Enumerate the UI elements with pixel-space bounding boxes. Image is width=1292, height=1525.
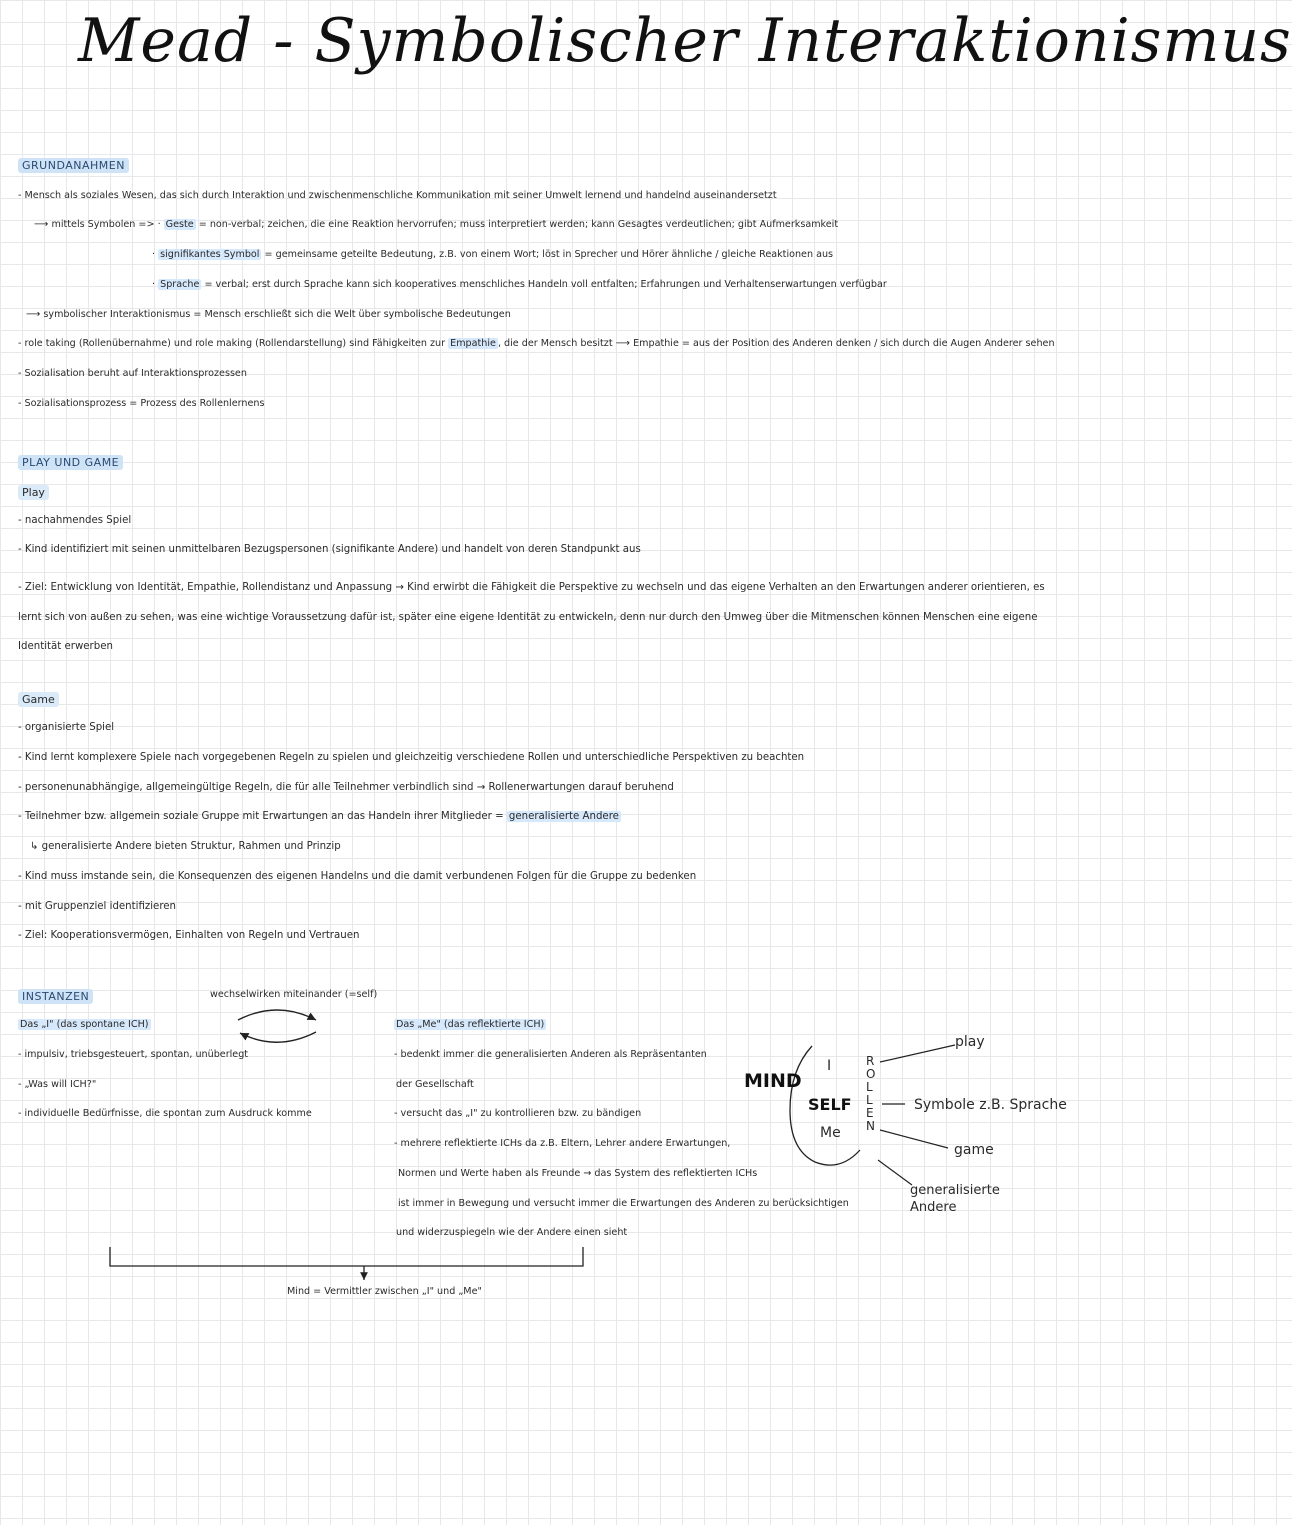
game-line-8: - Ziel: Kooperationsvermögen, Einhalten von Regeln und Vertrauen xyxy=(18,930,360,941)
i-line-3: - individuelle Bedürfnisse, die spontan zum Ausdruck komme xyxy=(18,1108,312,1119)
me-line-3d: und widerzuspiegeln wie der Andere einen sieht xyxy=(396,1227,628,1238)
term-sprache: Sprache xyxy=(160,279,200,290)
me-line-1: - bedenkt immer die generalisierten Anderen als Repräsentanten xyxy=(394,1049,707,1060)
subheader-game: Game xyxy=(18,692,59,707)
bracket-line xyxy=(110,1247,583,1266)
rollen-letter: E xyxy=(866,1106,874,1120)
i-title: Das „I" (das spontane ICH) xyxy=(20,1019,149,1030)
symbole-label: Symbole z.B. Sprache xyxy=(914,1097,1067,1113)
exchange-arrow-top xyxy=(238,1010,316,1020)
me-line-3c: ist immer in Bewegung und versucht immer die Erwartungen des Anderen zu berücksichtigen xyxy=(398,1198,849,1209)
arrow-right-icon: ⟶ xyxy=(26,309,41,320)
grund-line-2: ⟶ mittels Symbolen => · Geste = non-verbal; zeichen, die eine Reaktion hervorrufen; muss interpretiert werden; kann Gesagtes verdeutlichen; gibt Aufmerksamkeit xyxy=(34,219,839,230)
term-empathie: Empathie xyxy=(450,338,496,349)
grund-line-2-post: = non-verbal; zeichen, die eine Reaktion hervorrufen; muss interpretiert werden; kann Gesagtes verdeutlichen; gibt Aufmerksamkeit xyxy=(198,219,839,230)
game-label: game xyxy=(954,1142,994,1158)
arrow-right-icon: ⟶ xyxy=(615,338,631,349)
line-to-game xyxy=(880,1130,948,1148)
rollen-vertical-label xyxy=(866,1055,875,1133)
game-line-2: - Kind lernt komplexere Spiele nach vorgegebenen Regeln zu spielen und gleichzeitig verschiedene Rollen und unterschiedliche Perspektiven zu beachten xyxy=(18,752,805,763)
game-line-6: - Kind muss imstande sein, die Konsequenzen des eigenen Handelns und die damit verbundenen Folgen für die Gruppe zu bedenken xyxy=(18,871,697,882)
play-line-2: - Kind identifiziert mit seinen unmittelbaren Bezugspersonen (signifikante Andere) und handelt von deren Standpunkt aus xyxy=(18,544,641,555)
me-line-2: - versucht das „I" zu kontrollieren bzw. zu bändigen xyxy=(394,1108,642,1119)
term-signifikantes-symbol: signifikantes Symbol xyxy=(160,249,260,260)
term-generalisierte-andere: generalisierte Andere xyxy=(508,811,619,822)
term-geste: Geste xyxy=(165,219,194,230)
me-label: Me xyxy=(820,1125,841,1141)
game-line-1: - organisierte Spiel xyxy=(18,722,115,733)
wechselwirkung-label: wechselwirken miteinander (=self) xyxy=(210,989,378,1000)
grund-line-1: - Mensch als soziales Wesen, das sich durch Interaktion und zwischenmenschliche Kommunikation mit seiner Umwelt lernend und handelnd auseinandersetzt xyxy=(18,190,777,201)
play-label: play xyxy=(955,1034,985,1050)
subheader-play: Play xyxy=(18,485,49,500)
me-title: Das „Me" (das reflektierte ICH) xyxy=(396,1019,545,1030)
grund-line-4: · Sprache = verbal; erst durch Sprache kann sich kooperatives menschliches Handeln voll entfalten; Erfahrungen und Verhaltenserwartungen verfügbar xyxy=(152,279,887,290)
grund-line-5-text: symbolischer Interaktionismus = Mensch erschließt sich die Welt über symbolische Bedeutungen xyxy=(43,309,511,320)
line-to-generalisierte xyxy=(878,1160,912,1185)
i-line-1: - impulsiv, triebsgesteuert, spontan, unüberlegt xyxy=(18,1049,249,1060)
play-line-3: - Ziel: Entwicklung von Identität, Empathie, Rollendistanz und Anpassung → Kind erwirbt die Fähigkeit die Perspektive zu wechseln und das eigene Verhalten an den Erwartungen anderer orientieren, es lernt sich von außen zu sehen, was eine wichtige Voraussetzung dafür ist, später eine eigene Identität zu entwickeln, denn nur durch den Umweg über die Mitmenschen können Menschen eine eigene Identität erwerben xyxy=(18,582,1045,652)
grund-line-4-post: = verbal; erst durch Sprache kann sich kooperatives menschliches Handeln voll entfalten; Erfahrungen und Verhaltenserwartungen verfügbar xyxy=(204,279,887,290)
andere-label: Andere xyxy=(910,1200,957,1215)
grund-line-3: · signifikantes Symbol = gemeinsame geteilte Bedeutung, z.B. von einem Wort; löst in Sprecher und Hörer ähnliche / gleiche Reaktionen aus xyxy=(152,249,834,260)
arrow-return-icon: ↳ xyxy=(30,841,39,852)
grund-line-7: - Sozialisation beruht auf Interaktionsprozessen xyxy=(18,368,247,379)
section-header-play-game: PLAY UND GAME xyxy=(18,455,123,470)
line-to-play xyxy=(880,1045,955,1062)
game-line-3: - personenunabhängige, allgemeingültige Regeln, die für alle Teilnehmer verbindlich sind → Rollenerwartungen darauf beruhend xyxy=(18,782,674,793)
i-line-2: - „Was will ICH?" xyxy=(18,1079,97,1090)
game-line-5-text: generalisierte Andere bieten Struktur, Rahmen und Prinzip xyxy=(41,841,341,852)
rollen-letter: N xyxy=(866,1119,875,1133)
mind-definition: Mind = Vermittler zwischen „I" und „Me" xyxy=(287,1286,482,1297)
rollen-letter: L xyxy=(866,1080,873,1094)
section-header-instanzen: INSTANZEN xyxy=(18,989,93,1004)
arrow-right-icon: ⟶ xyxy=(34,219,52,230)
grund-line-6-post: , die der Mensch besitzt xyxy=(497,338,613,349)
exchange-arrow-bottom xyxy=(240,1032,316,1042)
self-label: SELF xyxy=(808,1095,852,1114)
grund-line-3-post: = gemeinsame geteilte Bedeutung, z.B. von einem Wort; löst in Sprecher und Hörer ähnliche / gleiche Reaktionen aus xyxy=(264,249,834,260)
game-line-7: - mit Gruppenziel identifizieren xyxy=(18,901,177,912)
game-line-4-pre: - Teilnehmer bzw. allgemein soziale Gruppe mit Erwartungen an das Handeln ihrer Mitglieder = xyxy=(18,811,504,822)
empathie-definition: Empathie = aus der Position des Anderen denken / sich durch die Augen Anderer sehen xyxy=(633,338,1055,349)
rollen-letter: O xyxy=(866,1067,876,1081)
rollen-letter: R xyxy=(866,1054,875,1068)
section-header-grundannahmen: GRUNDANAHMEN xyxy=(18,158,129,173)
generalisierte-label: generalisierte xyxy=(910,1183,1000,1198)
me-line-1b: der Gesellschaft xyxy=(396,1079,474,1090)
me-line-3b: Normen und Werte haben als Freunde → das System des reflektierten ICHs xyxy=(398,1168,758,1179)
grund-line-2-pre: mittels Symbolen => xyxy=(51,219,155,230)
i-label: I xyxy=(827,1058,832,1074)
mind-label: MIND xyxy=(744,1070,802,1092)
page-title: Mead - Symbolischer Interaktionismus xyxy=(78,6,1292,76)
play-line-1: - nachahmendes Spiel xyxy=(18,515,132,526)
rollen-letter: L xyxy=(866,1093,873,1107)
me-line-3: - mehrere reflektierte ICHs da z.B. Eltern, Lehrer andere Erwartungen, xyxy=(394,1138,731,1149)
grund-line-6-pre: - role taking (Rollenübernahme) und role making (Rollendarstellung) sind Fähigkeiten zur xyxy=(18,338,446,349)
grund-line-8: - Sozialisationsprozess = Prozess des Rollenlernens xyxy=(18,398,265,409)
